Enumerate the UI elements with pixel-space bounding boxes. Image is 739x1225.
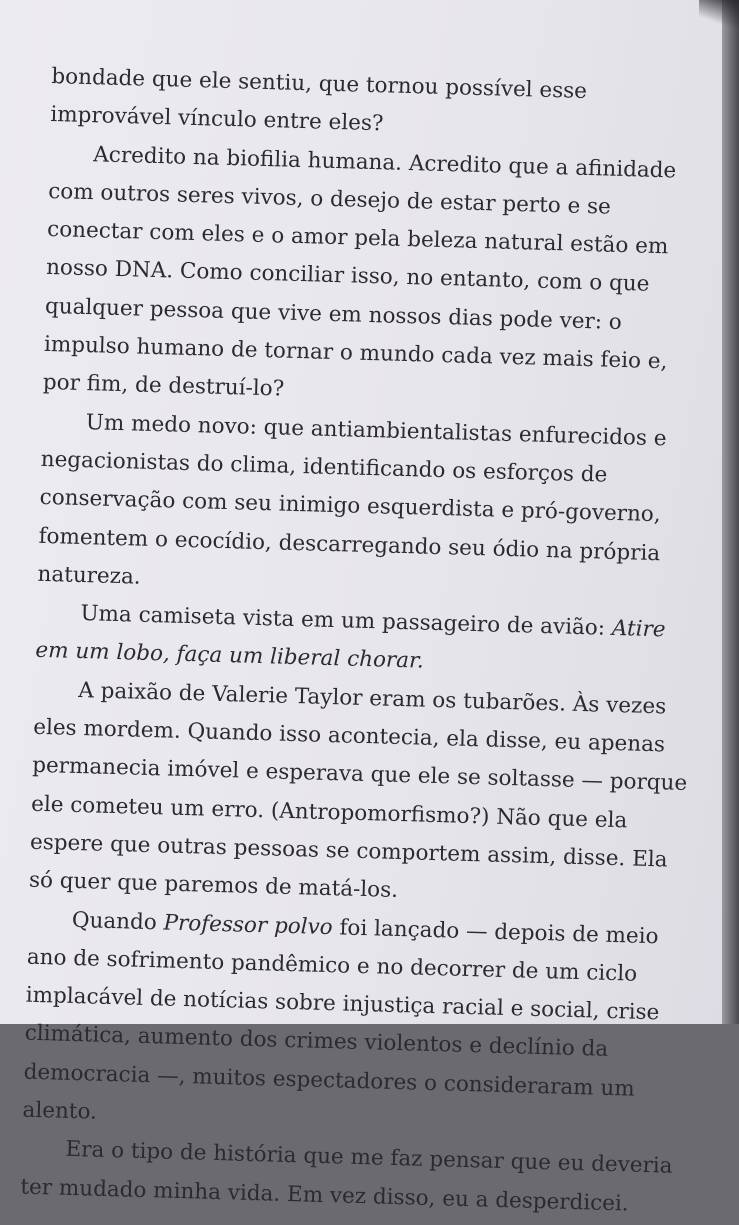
paragraph-5-text: A paixão de Valerie Taylor eram os tubarões. Às vezes eles mordem. Quando isso acontecia, ela disse, eu apenas permanecia imóvel e esperava que ele se soltasse — porque ele cometeu um erro. (Antropomorfismo?) Não que ela espere que outras pessoas se comportem assim, disse. Ela só quer que paremos de matá-los. bbox=[28, 677, 688, 904]
paragraph-6-text-end: foi lançado — depois de meio ano de sofrimento pandêmico e no decorrer de um ciclo implacável de notícias sobre injustiça racial e social, crise climática, aumento dos crimes violentos e declínio da democracia —, muitos espectadores o consideraram um alento. bbox=[22, 914, 660, 1125]
paragraph-2-text: Acredito na biofilia humana. Acredito que a afinidade com outros seres vivos, o desejo de estar perto e se conectar com eles e o amor pela beleza natural estão em nosso DNA. Como conciliar isso, no entanto, com o que qualquer pessoa que vive em nossos dias pode ver: o impulso humano de tornar o mundo cada vez mais feio e, por fim, de destruí-lo? bbox=[42, 141, 677, 402]
paragraph-2 bbox=[42, 135, 709, 421]
paragraph-3-text: Um medo novo: que antiambientalistas enfurecidos e negacionistas do clima, identificando os esforços de conservação com seu inimigo esquerdista e pró-governo, fomentem o ecocídio, descarregando seu ódio na própria natureza. bbox=[37, 409, 667, 590]
paragraph-6-text-start: Quando bbox=[71, 907, 164, 935]
paragraph-4-italic-quote: Atire em um lobo, faça um liberal chorar. bbox=[35, 616, 666, 675]
paragraph-4-text: Uma camiseta vista em um passageiro de avião: bbox=[80, 601, 613, 642]
page-edge-shadow bbox=[722, 0, 739, 1024]
paragraph-1-text: bondade que ele sentiu, que tornou possível esse improvável vínculo entre eles? bbox=[50, 63, 588, 137]
page-corner-shadow bbox=[699, 0, 739, 30]
paragraph-6 bbox=[22, 900, 688, 1148]
page-body-text bbox=[20, 58, 712, 1225]
paragraph-7-text: Era o tipo de história que me faz pensar que eu deveria ter mudado minha vida. Em vez disso, eu a desperdicei. bbox=[20, 1137, 673, 1217]
paragraph-3 bbox=[37, 403, 702, 613]
paragraph-6-italic-title: Professor polvo bbox=[163, 909, 334, 940]
paragraph-5 bbox=[28, 671, 694, 919]
